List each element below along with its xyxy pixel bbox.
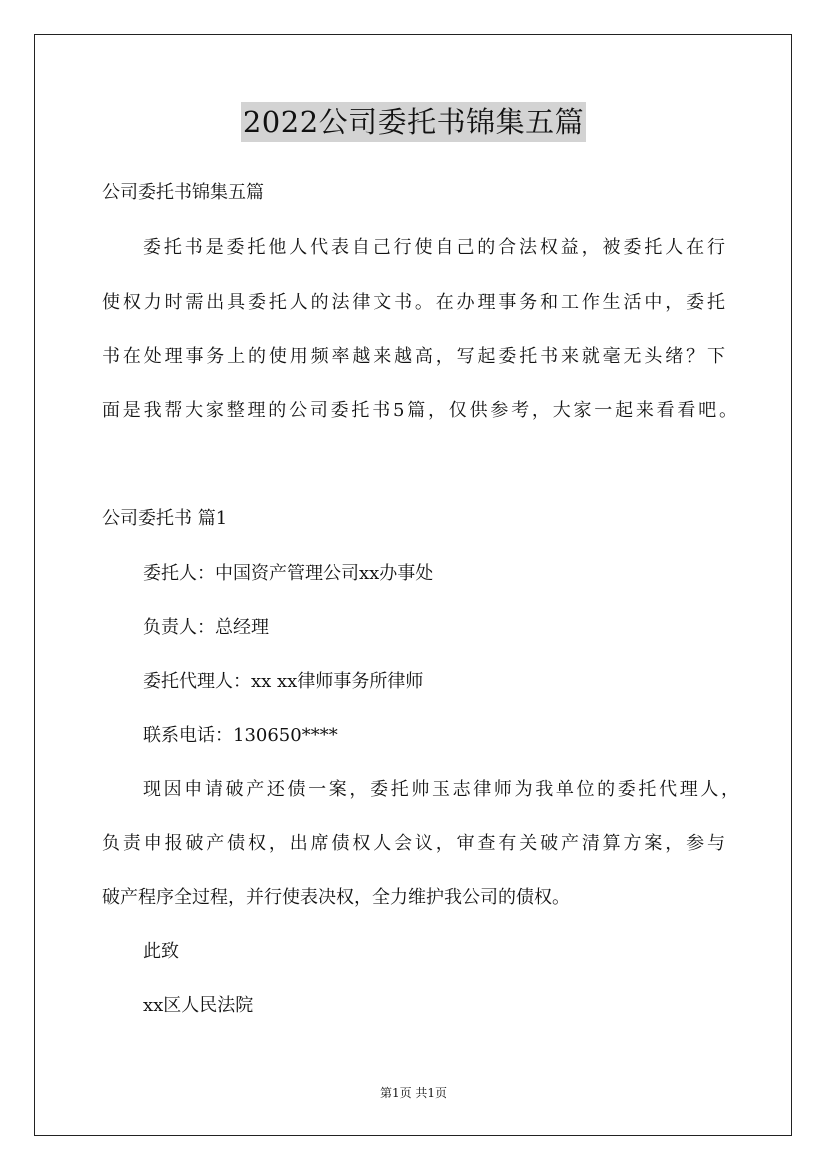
title-container	[0, 102, 827, 142]
intro-line-2: 使权力时需出具委托人的法律文书。在办理事务和工作生活中，委托	[102, 292, 725, 313]
salutation: 此致	[143, 941, 179, 962]
body-line-3: 破产程序全过程，并行使表决权，全力维护我公司的债权。	[102, 887, 570, 908]
body-line-1: 现因申请破产还债一案，委托帅玉志律师为我单位的委托代理人，	[143, 779, 739, 800]
intro-line-4: 面是我帮大家整理的公司委托书5篇，仅供参考，大家一起来看看吧。	[102, 400, 737, 421]
principal-field: 委托人：中国资产管理公司xx办事处	[143, 563, 434, 584]
page-number: 第1页 共1页	[379, 1086, 448, 1100]
body-line-2: 负责申报破产债权，出席债权人会议，审查有关破产清算方案，参与	[102, 833, 725, 854]
phone-field: 联系电话：130650****	[143, 725, 338, 746]
agent-field: 委托代理人：xx xx律师事务所律师	[143, 671, 424, 692]
intro-line-1: 委托书是委托他人代表自己行使自己的合法权益，被委托人在行	[143, 237, 725, 258]
document-title: 2022公司委托书锦集五篇	[241, 102, 586, 142]
subtitle: 公司委托书锦集五篇	[102, 182, 264, 203]
section-heading: 公司委托书 篇1	[102, 508, 228, 529]
responsible-field: 负责人：总经理	[143, 617, 269, 638]
intro-line-3: 书在处理事务上的使用频率越来越高，写起委托书来就毫无头绪？下	[102, 346, 725, 367]
addressee: xx区人民法院	[143, 995, 254, 1016]
